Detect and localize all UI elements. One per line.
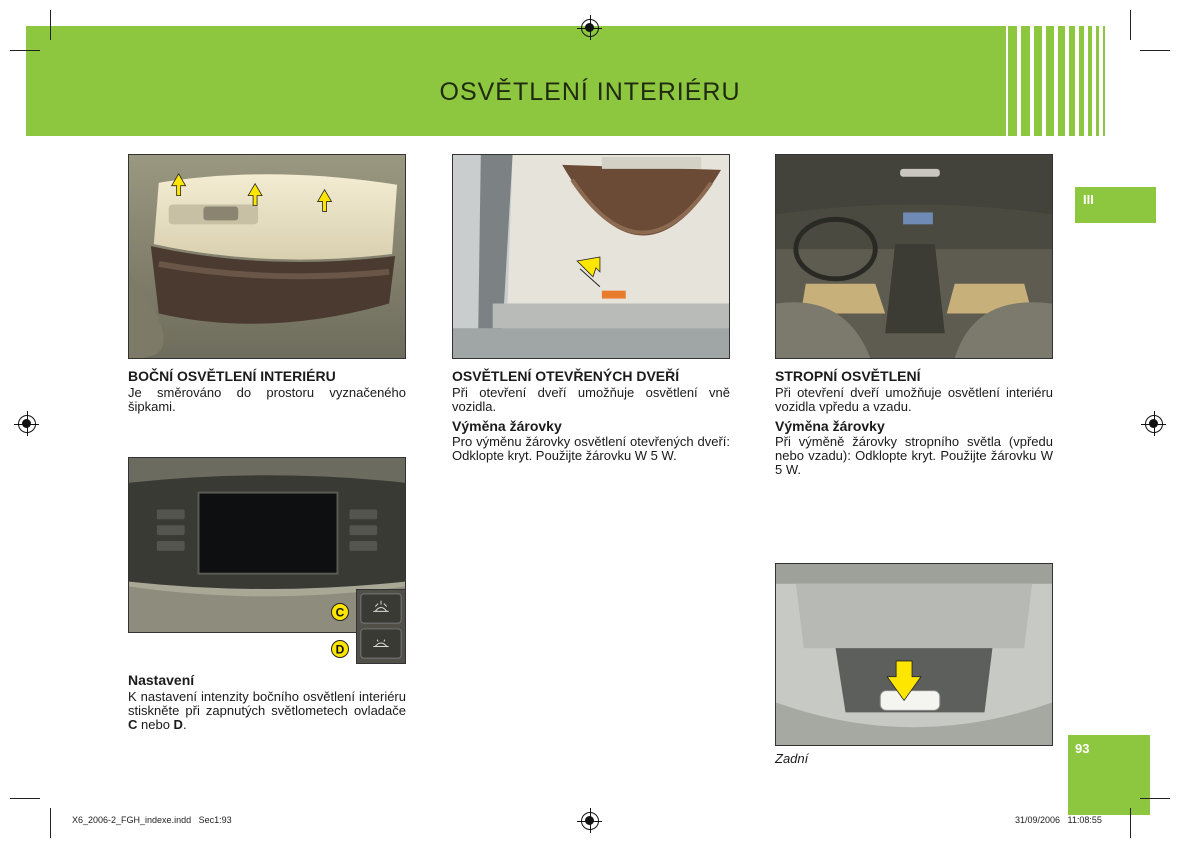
ceiling-lighting-text: Při otevření dveří umožňuje osvětlení interiéru vozidla vpředu a vzadu. <box>775 385 1053 414</box>
page-number: 93 <box>1068 735 1150 815</box>
ceiling-bulb-heading: Výměna žárovky <box>775 418 885 434</box>
crop-mark <box>50 10 51 40</box>
door-bulb-text: Pro výměnu žárovky osvětlení otevřených dveří: Odklopte kryt. Použijte žárovku W 5 W. <box>452 434 730 463</box>
crop-mark <box>1130 808 1131 838</box>
page-title: OSVĚTLENÍ INTERIÉRU <box>439 78 741 106</box>
side-lighting-heading: BOČNÍ OSVĚTLENÍ INTERIÉRU <box>128 368 336 384</box>
adjustment-text-after: . <box>182 717 187 732</box>
ceiling-bulb-text: Při výměně žárovky stropního světla (vpředu nebo vzadu): Odklopte kryt. Použijte žárovku W 5 W. <box>775 434 1053 477</box>
crop-mark <box>50 808 51 838</box>
open-door-photo <box>452 154 730 359</box>
light-buttons-inset <box>356 589 406 664</box>
adjustment-heading: Nastavení <box>128 672 195 688</box>
registration-mark <box>18 415 36 433</box>
registration-mark <box>1145 415 1163 433</box>
footer-timestamp: 31/09/2006 11:08:55 <box>1015 815 1102 825</box>
crop-mark <box>10 50 40 51</box>
side-lighting-section <box>128 368 406 414</box>
adjustment-section <box>128 672 406 732</box>
registration-mark <box>581 812 599 830</box>
label-d-badge <box>330 639 350 659</box>
door-bulb-heading: Výměna žárovky <box>452 418 562 434</box>
chapter-tab: III <box>1075 187 1156 223</box>
adjustment-text <box>128 690 406 732</box>
door-lighting-text: Při otevření dveří umožňuje osvětlení vně vozidla. <box>452 385 730 414</box>
rear-caption: Zadní <box>775 751 809 766</box>
crop-mark <box>10 798 40 799</box>
adjustment-key-c: C <box>128 717 138 732</box>
ceiling-lighting-section <box>775 368 1053 477</box>
ceiling-lighting-heading: STROPNÍ OSVĚTLENÍ <box>775 368 921 384</box>
footer-file-info: X6_2006-2_FGH_indexe.indd Sec1:93 <box>72 815 232 825</box>
adjustment-key-d: D <box>173 717 183 732</box>
door-lighting-heading: OSVĚTLENÍ OTEVŘENÝCH DVEŘÍ <box>452 368 680 384</box>
label-d: D <box>335 642 345 657</box>
rear-ceiling-light-photo <box>775 563 1053 746</box>
label-c: C <box>335 605 345 620</box>
crop-mark <box>1130 10 1131 40</box>
label-c-badge <box>330 602 350 622</box>
side-lighting-text: Je směrováno do prostoru vyznačeného šipkami. <box>128 385 406 414</box>
adjustment-text-between: nebo <box>137 717 174 732</box>
door-lighting-photo <box>128 154 406 359</box>
crop-mark <box>1140 50 1170 51</box>
crop-mark <box>1140 798 1170 799</box>
registration-mark <box>581 19 599 37</box>
ceiling-lighting-photo <box>775 154 1053 359</box>
adjustment-text-before: K nastavení intenzity bočního osvětlení interiéru stiskněte při zapnutých světlometech ovladače <box>128 689 406 718</box>
door-lighting-section <box>452 368 730 463</box>
